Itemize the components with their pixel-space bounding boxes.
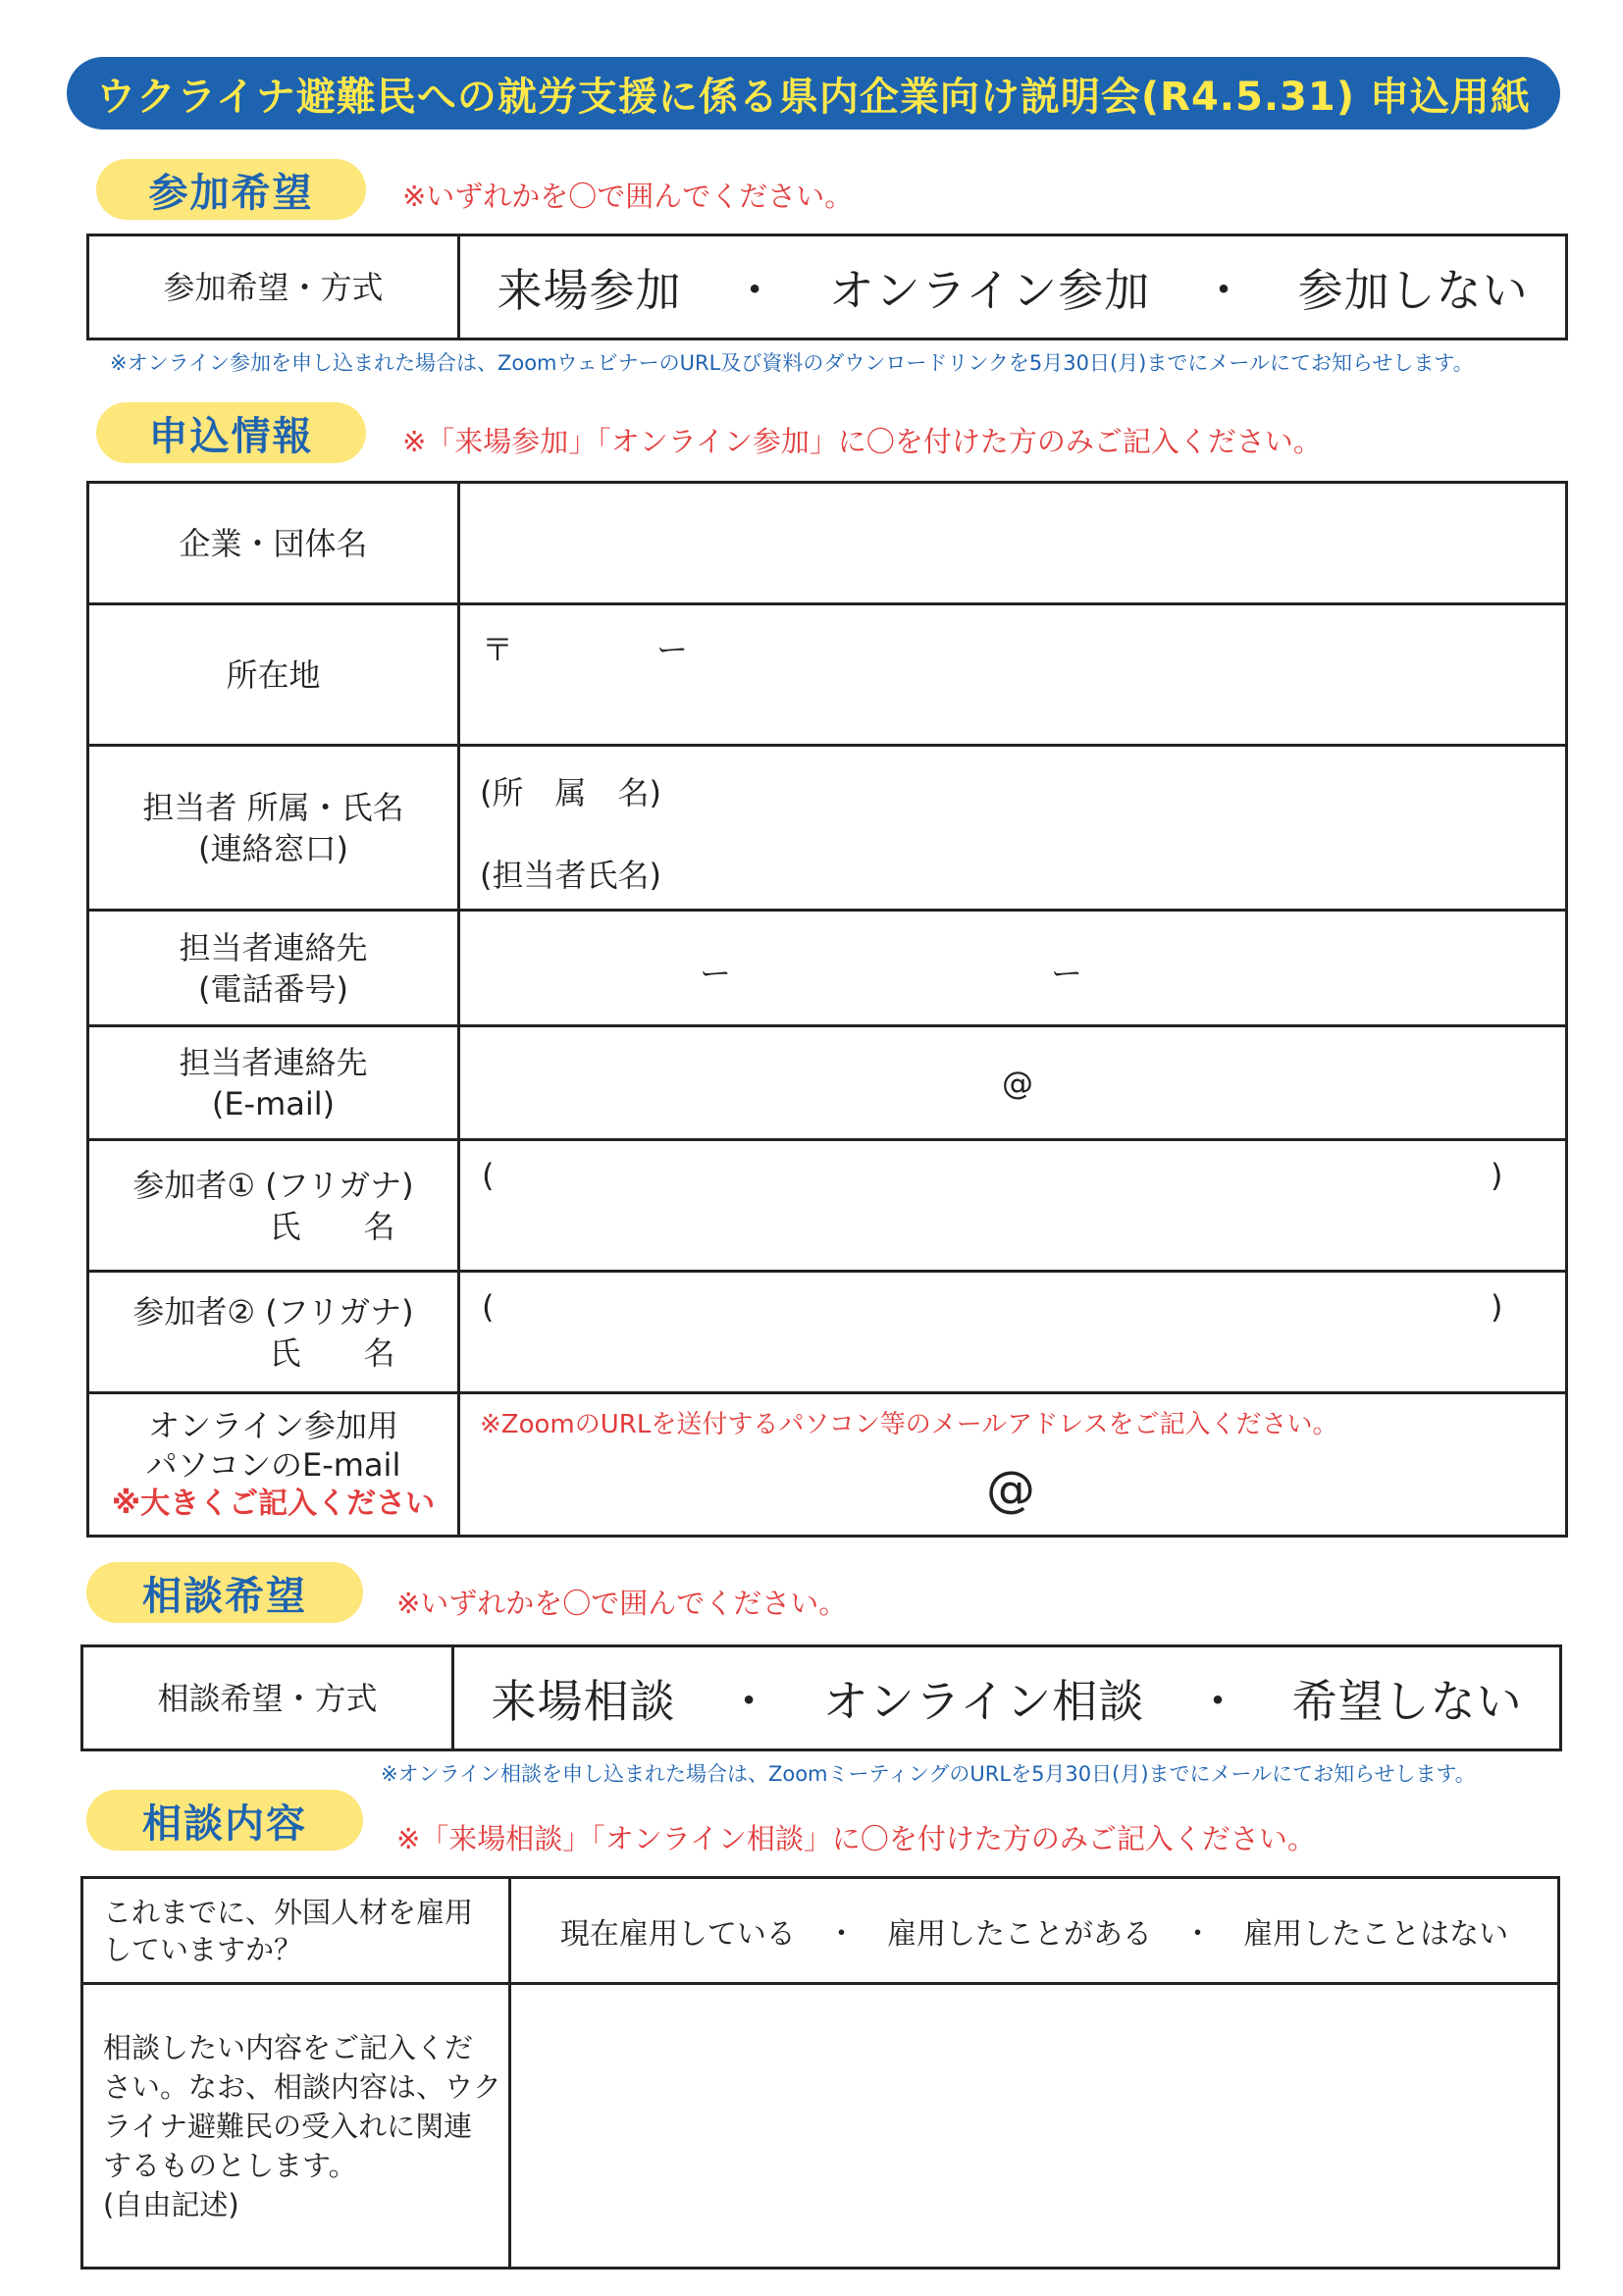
participant2-paren-open: ( bbox=[482, 1288, 495, 1326]
participation-method-label: 参加希望・方式 bbox=[88, 235, 459, 339]
section-heading-consultation: 相談希望 bbox=[86, 1562, 363, 1623]
contact-label-line1: 担当者 所属・氏名 bbox=[142, 788, 404, 826]
option-no-consult[interactable]: 希望しない bbox=[1291, 1674, 1523, 1728]
consultation-detail-field[interactable] bbox=[510, 1984, 1559, 2269]
participation-note: ※いずれかを〇で囲んでください。 bbox=[402, 180, 854, 213]
separator: ・ bbox=[826, 1916, 857, 1952]
online-email-label-line1: オンライン参加用 bbox=[147, 1406, 399, 1444]
foreign-hire-question bbox=[82, 1878, 510, 1984]
separator: ・ bbox=[726, 1674, 773, 1728]
address-label: 所在地 bbox=[88, 604, 459, 746]
email-label-line1: 担当者連絡先 bbox=[179, 1043, 368, 1081]
person-name-prefix: (担当者氏名) bbox=[480, 857, 661, 894]
separator: ・ bbox=[1194, 1674, 1241, 1728]
phone-dash-1: ー bbox=[700, 955, 732, 992]
option-currently-employing[interactable]: 現在雇用している bbox=[559, 1916, 796, 1952]
participant1-label bbox=[88, 1140, 459, 1272]
online-email-label-line2: パソコンのE-mail bbox=[145, 1445, 401, 1484]
company-name-label: 企業・団体名 bbox=[88, 483, 459, 604]
option-online-consult[interactable]: オンライン相談 bbox=[822, 1674, 1145, 1728]
participant1-paren-open: ( bbox=[482, 1157, 495, 1194]
form-title: ウクライナ避難民への就労支援に係る県内企業向け説明会(R4.5.31) 申込用紙 bbox=[67, 57, 1560, 130]
foreign-hire-question-line1: これまでに、外国人材を雇用 bbox=[103, 1895, 474, 1929]
separator: ・ bbox=[732, 263, 779, 317]
online-email-label-warning: ※大きくご記入ください bbox=[111, 1486, 436, 1521]
application-note: ※「来場参加」「オンライン参加」に〇を付けた方のみご記入ください。 bbox=[402, 425, 1322, 458]
online-email-at-mark: @ bbox=[986, 1461, 1035, 1518]
online-email-note: ※ZoomのURLを送付するパソコン等のメールアドレスをご記入ください。 bbox=[480, 1410, 1338, 1439]
company-name-field[interactable] bbox=[459, 483, 1567, 604]
participant1-field[interactable] bbox=[459, 1140, 1567, 1272]
separator: ・ bbox=[1182, 1916, 1213, 1952]
email-at-mark: @ bbox=[1002, 1065, 1033, 1102]
consultation-detail-line2: さい。なお、相談内容は、ウク bbox=[103, 2069, 502, 2104]
phone-label-line2: (電話番号) bbox=[198, 969, 348, 1008]
option-online[interactable]: オンライン参加 bbox=[828, 263, 1151, 317]
option-onsite-consult[interactable]: 来場相談 bbox=[491, 1674, 676, 1728]
email-label bbox=[88, 1026, 459, 1140]
participant2-label-line2: 氏 名 bbox=[269, 1333, 395, 1372]
separator: ・ bbox=[1200, 263, 1247, 317]
online-email-label bbox=[88, 1393, 459, 1537]
contact-person-field[interactable] bbox=[459, 746, 1567, 911]
section-heading-application: 申込情報 bbox=[96, 402, 366, 463]
consultation-detail-line5: (自由記述) bbox=[103, 2187, 239, 2221]
foreign-hire-options[interactable] bbox=[510, 1878, 1559, 1984]
department-prefix: (所 属 名) bbox=[480, 774, 661, 811]
phone-dash-2: ー bbox=[1051, 955, 1083, 992]
option-employed-before[interactable]: 雇用したことがある bbox=[887, 1916, 1152, 1952]
participant2-field[interactable] bbox=[459, 1272, 1567, 1393]
phone-label-line1: 担当者連絡先 bbox=[179, 928, 368, 966]
consultation-footnote: ※オンライン相談を申し込まれた場合は、ZoomミーティングのURLを5月30日(月)までにメールにてお知らせします。 bbox=[381, 1762, 1476, 1786]
consultation-content-note: ※「来場相談」「オンライン相談」に〇を付けた方のみご記入ください。 bbox=[396, 1822, 1316, 1855]
option-not-attending[interactable]: 参加しない bbox=[1297, 263, 1529, 317]
online-email-field[interactable] bbox=[459, 1393, 1567, 1537]
contact-label-line2: (連絡窓口) bbox=[198, 829, 348, 867]
consultation-note: ※いずれかを〇で囲んでください。 bbox=[396, 1587, 848, 1620]
participation-options[interactable] bbox=[459, 235, 1567, 339]
phone-label bbox=[88, 911, 459, 1026]
consultation-detail-line4: するものとします。 bbox=[103, 2148, 357, 2182]
participant2-paren-close: ) bbox=[1491, 1288, 1503, 1326]
option-never-employed[interactable]: 雇用したことはない bbox=[1243, 1916, 1509, 1952]
consultation-content-table bbox=[80, 1876, 1560, 2270]
address-field[interactable] bbox=[459, 604, 1567, 746]
section-heading-consultation-content: 相談内容 bbox=[86, 1790, 363, 1851]
postal-mark: 〒 bbox=[482, 631, 514, 668]
participant1-label-line1: 参加者① (フリガナ) bbox=[132, 1166, 414, 1204]
consultation-detail-line3: ライナ避難民の受入れに関連 bbox=[103, 2109, 473, 2143]
participant2-label bbox=[88, 1272, 459, 1393]
foreign-hire-question-line2: していますか？ bbox=[103, 1932, 303, 1966]
email-label-line2: (E-mail) bbox=[211, 1084, 336, 1122]
contact-person-label bbox=[88, 746, 459, 911]
option-onsite[interactable]: 来場参加 bbox=[497, 263, 682, 317]
consultation-table bbox=[80, 1644, 1562, 1751]
consultation-detail-label bbox=[82, 1984, 510, 2269]
consultation-options[interactable] bbox=[453, 1646, 1561, 1750]
participation-footnote: ※オンライン参加を申し込まれた場合は、ZoomウェビナーのURL及び資料のダウンロードリンクを5月30日(月)までにメールにてお知らせします。 bbox=[110, 351, 1474, 375]
email-field[interactable] bbox=[459, 1026, 1567, 1140]
section-heading-participation: 参加希望 bbox=[96, 159, 366, 220]
application-table bbox=[86, 481, 1568, 1538]
consultation-method-label: 相談希望・方式 bbox=[82, 1646, 453, 1750]
postal-dash: ー bbox=[656, 631, 689, 668]
participant1-paren-close: ) bbox=[1491, 1157, 1503, 1194]
participation-table bbox=[86, 234, 1568, 340]
phone-field[interactable] bbox=[459, 911, 1567, 1026]
participant2-label-line1: 参加者② (フリガナ) bbox=[132, 1292, 414, 1331]
participant1-label-line2: 氏 名 bbox=[269, 1207, 395, 1245]
consultation-detail-line1: 相談したい内容をご記入くだ bbox=[103, 2030, 474, 2064]
